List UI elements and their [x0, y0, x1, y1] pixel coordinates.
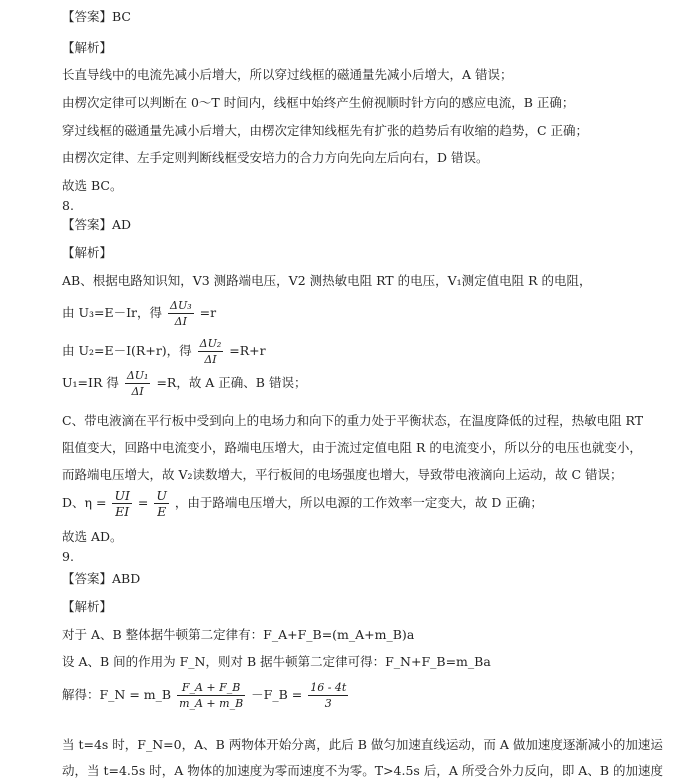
- equation-middle: －F_B =: [251, 687, 303, 702]
- analysis-line: 当 t=4s 时，F_N=0，A、B 两物体开始分离，此后 B 做匀加速直线运动，而 A 做加速度逐渐减小的加速运: [62, 737, 663, 752]
- answer-label: 【答案】ABD: [62, 571, 141, 586]
- analysis-line: 动，当 t=4.5s 时，A 物体的加速度为零而速度不为零。T>4.5s 后，A 所受合外力反向，即 A、B 的加速度: [62, 763, 663, 778]
- question-number: 9.: [62, 549, 74, 564]
- equation-prefix: 解得：F_N = m_B: [62, 687, 172, 702]
- fraction-denominator: m_A + m_B: [179, 697, 244, 710]
- analysis-line: 由楞次定律可以判断在 0～T 时间内，线框中始终产生俯视顺时针方向的感应电流，B 正确；: [62, 95, 575, 110]
- analysis-heading: 【解析】: [62, 245, 113, 260]
- analysis-line: 对于 A、B 整体据牛顿第二定律有：F_A+F_B=(m_A+m_B)a: [62, 627, 415, 642]
- equation-u2: [62, 336, 266, 367]
- efficiency-equation: [62, 488, 543, 519]
- fraction-denominator: E: [157, 504, 167, 519]
- fraction-denominator: EI: [115, 504, 130, 519]
- equation-prefix: 由 U₂=E－I(R+r)，得: [62, 343, 192, 358]
- question-number: 8.: [62, 198, 74, 213]
- analysis-heading: 【解析】: [62, 599, 113, 614]
- equation-prefix: 由 U₃=E－Ir，得: [62, 305, 163, 320]
- analysis-line: 穿过线框的磁通量先减小后增大，由楞次定律知线框先有扩张的趋势后有收缩的趋势，C 正确；: [62, 123, 589, 138]
- equation-u3: [62, 298, 216, 329]
- equation-suffix: =R，故 A 正确、B 错误；: [156, 375, 307, 390]
- answer-label: 【答案】BC: [62, 9, 131, 24]
- fraction-denominator: ΔI: [131, 385, 144, 398]
- fraction: [168, 298, 194, 329]
- analysis-line: 设 A、B 间的作用为 F_N，则对 B 据牛顿第二定律可得：F_N+F_B=m_Ba: [62, 654, 491, 669]
- fraction-denominator: 3: [324, 697, 332, 710]
- fraction-numerator: 16 - 4t: [310, 681, 347, 694]
- fraction-numerator: UI: [114, 488, 130, 503]
- equation-prefix: U₁=IR 得: [62, 375, 119, 390]
- equation-prefix: D、η =: [62, 495, 107, 510]
- fraction: [198, 336, 224, 367]
- fraction-denominator: ΔI: [174, 315, 187, 328]
- fraction: [308, 680, 348, 711]
- answer-label: 【答案】AD: [62, 217, 132, 232]
- analysis-line: 阻值变大，回路中电流变小，路端电压增大，由于流过定值电阻 R 的电流变小，所以分的电压也就变小，: [62, 440, 642, 455]
- fraction: [125, 368, 151, 399]
- analysis-line: AB、根据电路知识知，V3 测路端电压，V2 测热敏电阻 RT 的电压，V₁测定值电阻 R 的电阻，: [62, 273, 592, 288]
- fraction: [154, 488, 169, 519]
- equation-u1: [62, 368, 306, 399]
- analysis-heading: 【解析】: [62, 40, 113, 55]
- analysis-line: 由楞次定律、左手定则判断线框受安培力的合力方向先向左后向右，D 错误。: [62, 150, 489, 165]
- equation-suffix: ，由于路端电压增大，所以电源的工作效率一定变大，故 D 正确；: [174, 495, 543, 510]
- fraction-numerator: ΔU₂: [199, 337, 222, 350]
- solution-equation: [62, 680, 350, 711]
- equation-suffix: =r: [199, 305, 217, 320]
- fraction-numerator: F_A + F_B: [177, 680, 245, 696]
- conclusion-line: 故选 AD。: [62, 529, 123, 544]
- conclusion-line: 故选 BC。: [62, 178, 123, 193]
- analysis-line: 长直导线中的电流先减小后增大，所以穿过线框的磁通量先减小后增大，A 错误；: [62, 67, 513, 82]
- fraction-numerator: ΔU₁: [126, 369, 149, 382]
- equation-suffix: =R+r: [229, 343, 266, 358]
- fraction-denominator: ΔI: [204, 353, 217, 366]
- fraction: [177, 680, 245, 711]
- analysis-line: C、带电液滴在平行板中受到向上的电场力和向下的重力处于平衡状态，在温度降低的过程，热敏电阻 RT: [62, 413, 644, 428]
- equals-sign: =: [137, 495, 149, 510]
- fraction: [112, 488, 131, 519]
- fraction-numerator: ΔU₃: [170, 299, 192, 312]
- analysis-line: 而路端电压增大，故 V₂读数增大，平行板间的电场强度也增大，导致带电液滴向上运动，故 C 错误；: [62, 467, 623, 482]
- fraction-numerator: U: [156, 488, 167, 503]
